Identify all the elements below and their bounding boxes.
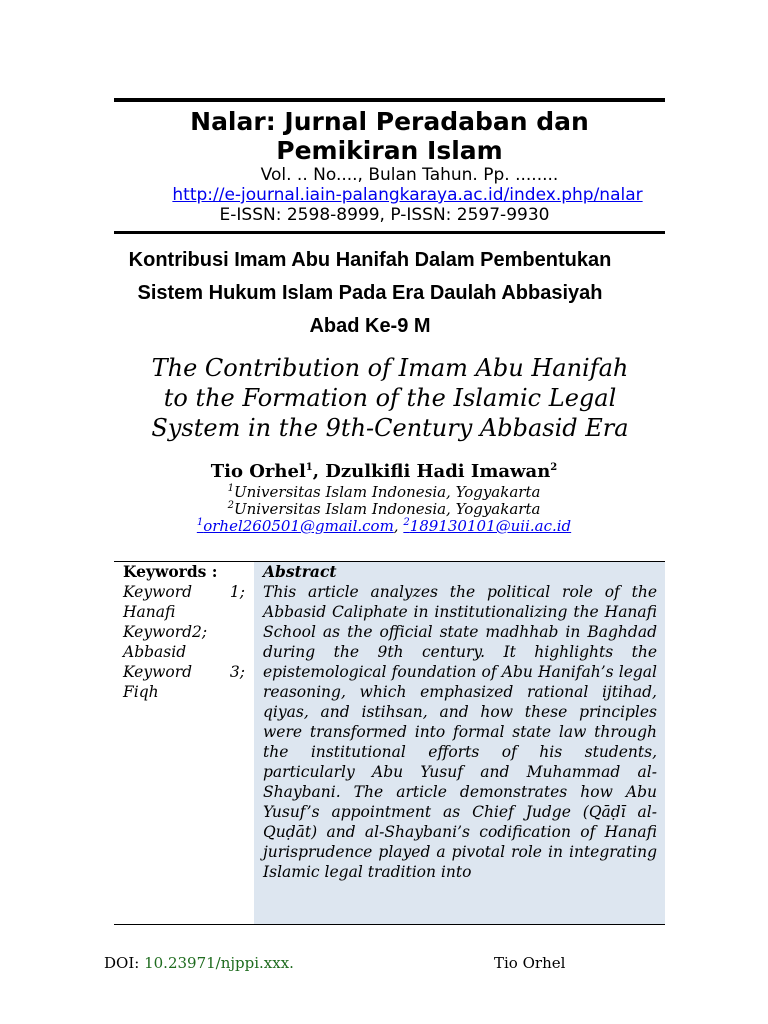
keyword-word: Fiqh [123, 683, 159, 701]
keyword-word: Keyword2; [123, 623, 208, 641]
keywords-heading: Keywords : [123, 562, 218, 581]
journal-issn: E-ISSN: 2598-8999, P-ISSN: 2597-9930 [219, 205, 550, 225]
keyword-word: Abbasid [123, 643, 187, 661]
title-en-line: to the Formation of the Islamic Legal [163, 384, 617, 412]
title-en-line: The Contribution of Imam Abu Hanifah [151, 354, 629, 382]
author-separator: , [312, 461, 326, 482]
keyword-punct: 3; [229, 663, 245, 681]
keyword-word: Hanafi [123, 603, 176, 621]
abstract-table [114, 561, 665, 925]
email-link-1[interactable] [197, 517, 394, 535]
author-name: Dzulkifli Hadi Imawan [325, 461, 551, 482]
keyword-line [123, 662, 245, 682]
keyword-line [123, 582, 245, 602]
affiliation-sup: 1 [227, 483, 234, 494]
footer-author: Tio Orhel [494, 954, 566, 972]
title-id-line: Sistem Hukum Islam Pada Era Daulah Abbasiyah [137, 282, 603, 304]
doi-value: 10.23971/njppi.xxx. [144, 954, 294, 972]
page-footer [104, 953, 604, 973]
affiliation-sup: 2 [227, 500, 234, 511]
email-sup: 2 [403, 517, 410, 528]
author-sup: 2 [550, 462, 558, 473]
author-name: Tio Orhel [210, 461, 306, 482]
keyword-line [123, 622, 245, 642]
keyword-word: Keyword [123, 663, 193, 681]
email-text: orhel260501@gmail.com [203, 517, 394, 535]
journal-url-link[interactable]: http://e-journal.iain-palangkaraya.ac.id/index.php/nalar [172, 185, 643, 205]
email-text: 189130101@uii.ac.id [409, 517, 572, 535]
email-line [100, 514, 668, 535]
journal-title [114, 107, 665, 165]
email-sup: 1 [196, 517, 204, 528]
email-separator: , [393, 517, 404, 535]
journal-title-line2: Pemikiran Islam [276, 136, 503, 165]
keyword-line [123, 642, 245, 662]
abstract-column [254, 562, 665, 924]
keyword-line [123, 682, 245, 702]
email-link-2[interactable] [403, 517, 571, 535]
title-id-line: Abad Ke-9 M [309, 315, 431, 337]
keyword-line [123, 602, 245, 622]
journal-header [114, 98, 665, 234]
keywords-column [114, 562, 254, 924]
keyword-word: Keyword [123, 583, 193, 601]
affiliation-text: Universitas Islam Indonesia, Yogyakarta [233, 483, 541, 501]
keyword-punct: 1; [229, 583, 245, 601]
article-title-english [100, 353, 680, 443]
abstract-text: This article analyzes the political role of the Abbasid Caliphate in institutionalizing the Hanafi School as the official state madhhab in Baghdad during the 9th century. It highlights the epistemological foundation of Abu Hanifah’s legal reasoning, which emphasized rational ijtihad, qiyas, and istihsan, and how these principles were transformed into formal state law through the institutional efforts of his students, particularly Abu Yusuf and Muhammad al-Shaybani. The article demonstrates how Abu Yusuf’s appointment as Chief Judge (Qāḍī al-Quḍāt) and al-Shaybani’s codification of Hanafi jurisprudence played a pivotal role in integrating Islamic legal tradition into [263, 583, 657, 881]
journal-title-line1: Nalar: Jurnal Peradaban dan [190, 107, 589, 136]
journal-volume: Vol. .. No...., Bulan Tahun. Pp. ........ [260, 165, 559, 185]
abstract-heading: Abstract [263, 562, 337, 581]
title-en-line: System in the 9th-Century Abbasid Era [151, 414, 629, 442]
affiliation-text: Universitas Islam Indonesia, Yogyakarta [233, 500, 541, 518]
author-sup: 1 [305, 462, 313, 473]
article-title-indonesian [100, 244, 640, 343]
title-id-line: Kontribusi Imam Abu Hanifah Dalam Pembentukan [128, 249, 612, 271]
doi-label: DOI: [104, 954, 140, 972]
